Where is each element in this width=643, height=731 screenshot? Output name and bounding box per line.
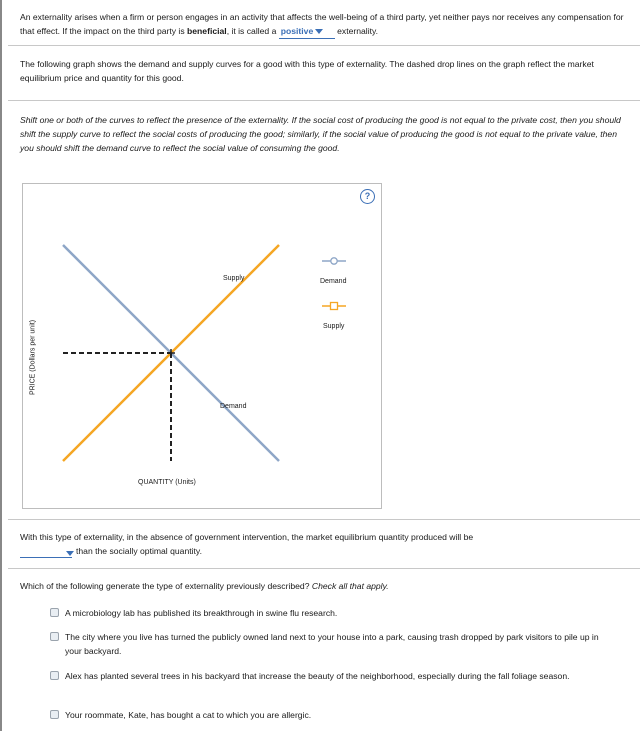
graph-panel <box>22 183 382 509</box>
legend-demand-label: Demand <box>320 278 347 285</box>
divider <box>8 519 640 520</box>
intro-text: An externality arises when a firm or person engages in an activity that affects the well-being of a third party, yet neither pays nor receives any compensation for that effect. If the impact on the third party is <box>20 12 624 36</box>
option-1-label: A microbiology lab has published its breakthrough in swine flu research. <box>65 608 338 618</box>
graph-description-text: The following graph shows the demand and supply curves for a good with this type of externality. The dashed drop lines on the graph reflect the market equilibrium price and quantity for this good. <box>20 59 594 83</box>
instructions-text: Shift one or both of the curves to reflect the presence of the externality. If the social cost of producing the good is not equal to the private cost, then you should shift the supply curve to reflect the social costs of producing the good; similarly, if the social value of producing the good is not equal to the private value, then you should shift the demand curve to reflect the social value of consuming the good. <box>20 115 621 153</box>
question-3 <box>20 579 630 593</box>
divider <box>8 45 640 46</box>
x-axis-label: QUANTITY (Units) <box>138 479 196 486</box>
option-4-checkbox[interactable] <box>50 710 59 719</box>
intro-text-2: , it is called a <box>226 26 279 36</box>
externality-type-value: positive <box>280 26 314 36</box>
quantity-comparison-select[interactable] <box>20 547 72 558</box>
option-2-label: The city where you live has turned the publicly owned land next to your house into a park, causing trash dropped by park visitors to pile up in your backyard. <box>65 632 599 656</box>
demand-curve-label: Demand <box>220 403 247 410</box>
option-2[interactable] <box>50 630 610 658</box>
option-2-checkbox[interactable] <box>50 632 59 641</box>
intro-paragraph <box>20 10 630 39</box>
question-2 <box>20 530 630 558</box>
externality-type-select[interactable] <box>279 24 335 39</box>
option-3-checkbox[interactable] <box>50 671 59 680</box>
option-1[interactable] <box>50 606 610 620</box>
option-1-checkbox[interactable] <box>50 608 59 617</box>
supply-curve-label: Supply <box>223 275 245 282</box>
option-3-label: Alex has planted several trees in his backyard that increase the beauty of the neighborhood, especially during the fall foliage season. <box>65 671 570 681</box>
intro-bold: beneficial <box>187 26 227 36</box>
legend-supply-label: Supply <box>323 323 345 330</box>
y-axis-label: PRICE (Dollars per unit) <box>29 319 37 396</box>
chevron-down-icon <box>315 29 323 34</box>
supply-demand-graph <box>23 184 381 508</box>
chevron-down-icon <box>66 551 74 556</box>
question-2-text-2: than the socially optimal quantity. <box>76 546 202 556</box>
option-3[interactable] <box>50 669 610 683</box>
option-4[interactable] <box>50 708 610 722</box>
help-icon[interactable]: ? <box>360 189 375 204</box>
option-4-label: Your roommate, Kate, has bought a cat to which you are allergic. <box>65 710 312 720</box>
divider <box>8 100 640 101</box>
question-3-prompt: Which of the following generate the type of externality previously described? <box>20 581 310 591</box>
instructions <box>20 113 630 155</box>
intro-text-3: externality. <box>334 26 379 36</box>
question-2-text: With this type of externality, in the absence of government intervention, the market equilibrium quantity produced will be <box>20 532 474 542</box>
question-3-instruction: Check all that apply. <box>311 581 389 591</box>
demand-legend-icon[interactable] <box>331 258 337 264</box>
supply-legend-icon[interactable] <box>331 303 338 310</box>
divider <box>8 568 640 569</box>
graph-description <box>20 57 630 85</box>
